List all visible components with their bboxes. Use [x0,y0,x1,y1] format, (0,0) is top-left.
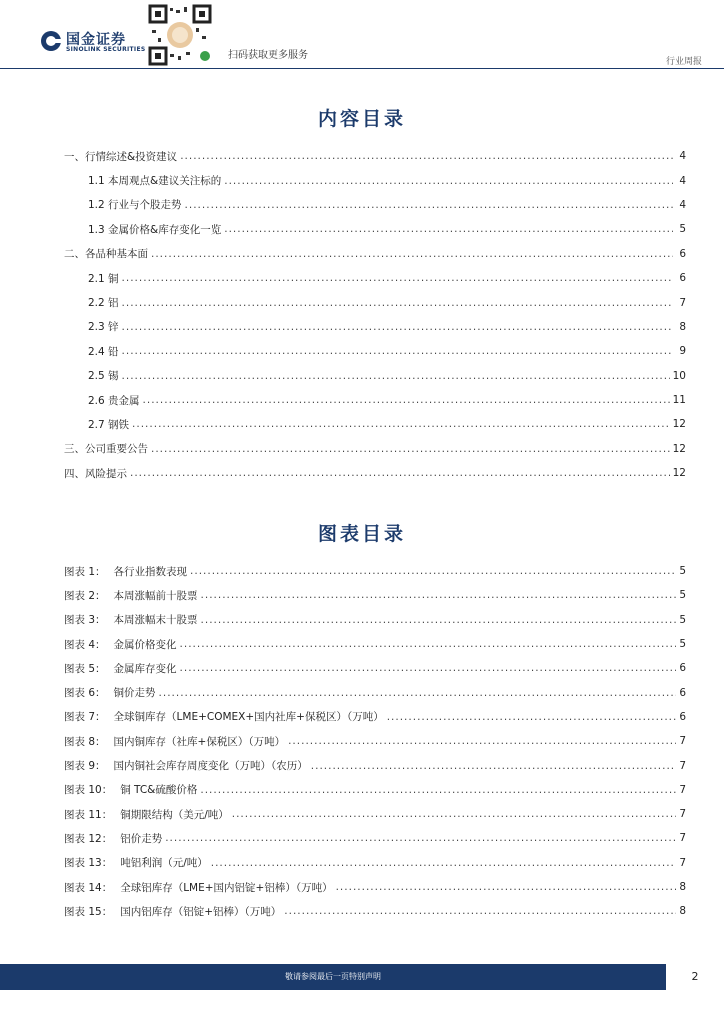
figure-entry[interactable] [64,656,686,680]
page-number: 2 [691,970,699,983]
toc-entry[interactable] [64,168,686,192]
figure-entry-title: 吨铝利润（元/吨） [120,857,208,870]
figure-entry[interactable] [64,729,686,753]
figure-entry[interactable] [64,875,686,899]
toc-entry-label: 2.7 钢铁 [88,418,130,431]
doc-type-label: 行业周报 [665,57,702,67]
toc-entry[interactable] [64,315,686,339]
toc-list [64,144,686,485]
leader-dots [122,345,673,357]
figure-entry[interactable] [64,899,686,923]
figure-entry-label: 图表 5： [64,662,106,675]
leader-dots [132,418,670,430]
logo-text-en: SINOLINK SECURITIES [66,46,146,53]
leader-dots [151,443,670,455]
figure-entry-page: 7 [679,832,686,845]
toc-entry-page: 11 [672,394,686,407]
leader-dots [180,638,677,650]
toc-entry-page: 8 [679,320,686,333]
figure-entry-page: 7 [679,783,686,796]
figure-entry-title: 铜 TC&硫酸价格 [120,784,198,797]
figure-entry-title: 全球铜库存（LME+COMEX+国内社库+保税区）（万吨） [113,711,384,724]
figure-entry[interactable] [64,826,686,850]
toc-entry-label: 1.3 金属价格&库存变化一览 [88,223,222,236]
toc-entry[interactable] [64,290,686,314]
toc-entry[interactable] [64,242,686,266]
toc-entry[interactable] [64,144,686,168]
toc-entry-page: 10 [672,369,686,382]
toc-entry-page: 6 [679,272,686,285]
figure-entry-page: 6 [679,686,686,699]
figure-entry-label: 图表 6： [64,687,106,700]
figure-entry[interactable] [64,802,686,826]
figure-entry-label: 图表 1： [64,565,106,578]
toc-entry-label: 2.3 锌 [88,321,119,334]
leader-dots [190,565,676,577]
footer-disclaimer: 敬请参阅最后一页特别声明 [285,972,381,981]
figure-entry-label: 图表 8： [64,735,106,748]
figure-list [64,559,686,923]
toc-entry-label: 2.2 铝 [88,297,119,310]
figure-entry-title: 金属库存变化 [113,662,177,675]
toc-entry-label: 2.5 锡 [88,370,119,383]
leader-dots [151,248,673,260]
figure-entry-title: 各行业指数表现 [113,565,188,578]
toc-entry-page: 4 [679,198,686,211]
toc-title: 内容目录 [317,108,406,130]
leader-dots [284,905,676,917]
figure-entry-title: 铝价走势 [120,832,163,845]
figure-entry-label: 图表 3： [64,614,106,627]
figure-entry-label: 图表 10： [64,784,113,797]
toc-entry[interactable] [64,339,686,363]
figure-entry[interactable] [64,559,686,583]
figure-entry-page: 7 [679,856,686,869]
header-divider [0,68,724,69]
leader-dots [224,223,673,235]
qr-code-icon[interactable] [148,4,212,66]
figure-entry-label: 图表 14： [64,881,113,894]
figure-entry-label: 图表 11： [64,808,113,821]
toc-entry-page: 12 [672,467,686,480]
figure-entry-title: 铜价走势 [113,687,156,700]
figure-entry-label: 图表 12： [64,832,113,845]
toc-entry[interactable] [64,388,686,412]
toc-entry[interactable] [64,217,686,241]
leader-dots [288,735,676,747]
figure-entry-page: 6 [679,662,686,675]
figure-entry-page: 5 [679,613,686,626]
leader-dots [180,150,673,162]
figure-entry-title: 全球铝库存（LME+国内铝锭+铝棒）（万吨） [120,881,333,894]
leader-dots [336,881,677,893]
leader-dots [122,297,673,309]
leader-dots [143,394,670,406]
toc-entry[interactable] [64,437,686,461]
toc-entry-label: 1.2 行业与个股走势 [88,199,182,212]
figure-entry[interactable] [64,608,686,632]
toc-entry-label: 四、风险提示 [64,467,127,480]
figure-entry-title: 国内铝库存（铝锭+铝棒）（万吨） [120,905,282,918]
toc-entry-page: 4 [679,150,686,163]
toc-entry-page: 6 [679,247,686,260]
toc-entry-label: 二、各品种基本面 [64,248,148,261]
figure-entry[interactable] [64,705,686,729]
figure-entry-title: 国内铜社会库存周度变化（万吨）（农历） [113,760,308,773]
figure-entry[interactable] [64,778,686,802]
figure-entry-page: 5 [679,565,686,578]
leader-dots [122,370,670,382]
figure-entry-label: 图表 9： [64,760,106,773]
leader-dots [211,857,677,869]
company-logo [40,28,146,56]
leader-dots [311,760,677,772]
sinolink-logo-icon [40,30,62,52]
figure-entry-title: 本周涨幅前十股票 [113,589,198,602]
toc-entry[interactable] [64,266,686,290]
toc-entry[interactable] [64,364,686,388]
figure-entry-page: 8 [679,905,686,918]
leader-dots [185,199,673,211]
leader-dots [200,784,676,796]
qr-caption: 扫码获取更多服务 [228,50,308,61]
figure-entry-label: 图表 15： [64,905,113,918]
toc-entry[interactable] [64,461,686,485]
figure-entry-label: 图表 7： [64,711,106,724]
figure-entry-title: 铜期限结构（美元/吨） [120,808,229,821]
leader-dots [387,711,677,723]
figure-entry-page: 7 [679,808,686,821]
leader-dots [201,614,677,626]
figure-entry[interactable] [64,583,686,607]
figure-entry-label: 图表 13： [64,857,113,870]
leader-dots [165,832,676,844]
leader-dots [122,272,673,284]
figure-entry[interactable] [64,851,686,875]
figure-entry-page: 7 [679,759,686,772]
figure-list-title: 图表目录 [317,523,406,545]
figure-entry-title: 金属价格变化 [113,638,177,651]
toc-entry-page: 9 [679,345,686,358]
leader-dots [122,321,673,333]
leader-dots [130,467,670,479]
toc-entry[interactable] [64,193,686,217]
leader-dots [180,662,677,674]
figure-entry-page: 6 [679,710,686,723]
figure-entry-page: 7 [679,735,686,748]
figure-entry-title: 本周涨幅末十股票 [113,614,198,627]
leader-dots [224,175,673,187]
toc-entry-label: 2.1 铜 [88,272,119,285]
toc-entry-page: 4 [679,174,686,187]
figure-entry[interactable] [64,680,686,704]
toc-entry[interactable] [64,412,686,436]
figure-entry-page: 5 [679,589,686,602]
toc-entry-page: 12 [672,442,686,455]
toc-entry-label: 一、行情综述&投资建议 [64,150,178,163]
toc-entry-page: 12 [672,418,686,431]
leader-dots [159,687,677,699]
toc-entry-page: 5 [679,223,686,236]
figure-entry[interactable] [64,632,686,656]
toc-entry-label: 1.1 本周观点&建议关注标的 [88,175,222,188]
leader-dots [201,589,677,601]
figure-entry-label: 图表 4： [64,638,106,651]
toc-entry-page: 7 [679,296,686,309]
figure-entry-title: 国内铜库存（社库+保税区）（万吨） [113,735,286,748]
toc-entry-label: 三、公司重要公告 [64,443,148,456]
logo-text-cn: 国金证券 [66,32,126,48]
figure-entry[interactable] [64,753,686,777]
figure-entry-label: 图表 2： [64,589,106,602]
figure-entry-page: 5 [679,638,686,651]
figure-entry-page: 8 [679,881,686,893]
toc-entry-label: 2.6 贵金属 [88,394,140,407]
leader-dots [232,808,677,820]
toc-entry-label: 2.4 铅 [88,345,119,358]
